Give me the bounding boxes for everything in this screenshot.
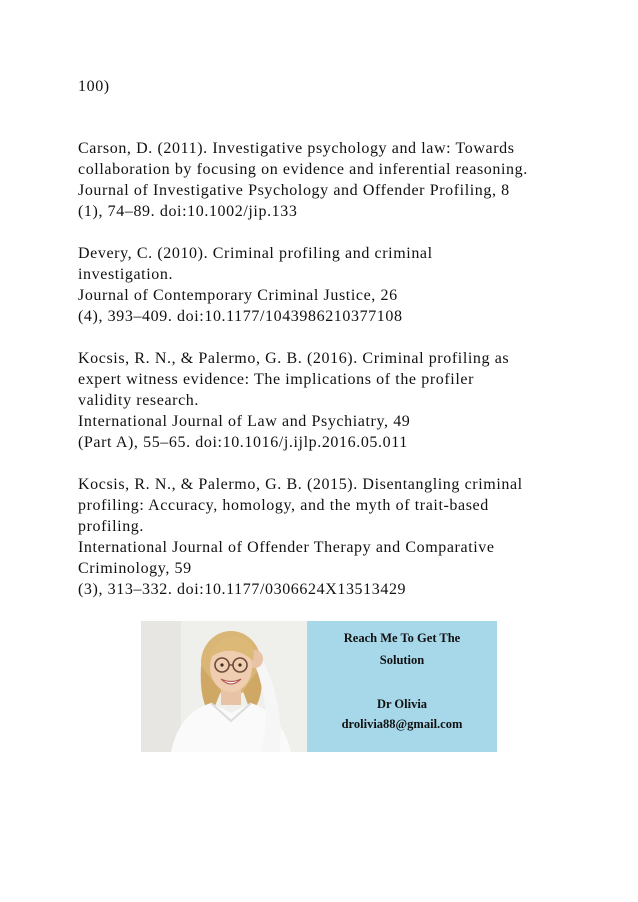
reference-line: profiling. [78,518,144,535]
reference-line: Journal of Investigative Psychology and Offender Profiling, 8 [78,182,510,199]
reference-line: (1), 74–89. doi:10.1002/jip.133 [78,203,298,220]
reference-line: Devery, C. (2010). Criminal profiling and criminal [78,245,433,262]
ad-contact-name: Dr Olivia [376,697,428,711]
reference-line: (3), 313–332. doi:10.1177/0306624X13513429 [78,581,407,598]
reference-entry [78,243,598,327]
woman-illustration-icon [141,621,307,752]
smiling-woman-photo [141,621,307,752]
reference-line: validity research. [78,392,199,409]
reference-line: International Journal of Law and Psychiatry, 49 [78,413,411,430]
ad-contact-email: drolivia88@gmail.com [341,717,463,731]
reference-line: Criminology, 59 [78,560,192,577]
reference-line: expert witness evidence: The implications of the profiler [78,371,475,388]
ad-headline: Reach Me To Get The [343,631,461,645]
reference-list [78,138,598,621]
reference-line: International Journal of Offender Therapy and Comparative [78,539,495,556]
reference-line: Carson, D. (2011). Investigative psychology and law: Towards [78,140,515,157]
reference-line: Kocsis, R. N., & Palermo, G. B. (2015). Disentangling criminal [78,476,523,493]
reference-line: Kocsis, R. N., & Palermo, G. B. (2016). Criminal profiling as [78,350,510,367]
ad-headline-2: Solution [379,653,425,667]
reference-entry [78,348,598,453]
lead-text: 100) [78,78,110,95]
contact-panel [307,621,497,752]
reference-line: profiling: Accuracy, homology, and the myth of trait-based [78,497,489,514]
reference-line: investigation. [78,266,174,283]
reference-entry [78,474,598,600]
reference-line: (4), 393–409. doi:10.1177/1043986210377108 [78,308,403,325]
reference-line: (Part A), 55–65. doi:10.1016/j.ijlp.2016.05.011 [78,434,408,451]
reference-line: collaboration by focusing on evidence and inferential reasoning. [78,161,528,178]
reference-line: Journal of Contemporary Criminal Justice, 26 [78,287,398,304]
contact-advertisement [141,621,497,752]
reference-entry [78,138,598,222]
